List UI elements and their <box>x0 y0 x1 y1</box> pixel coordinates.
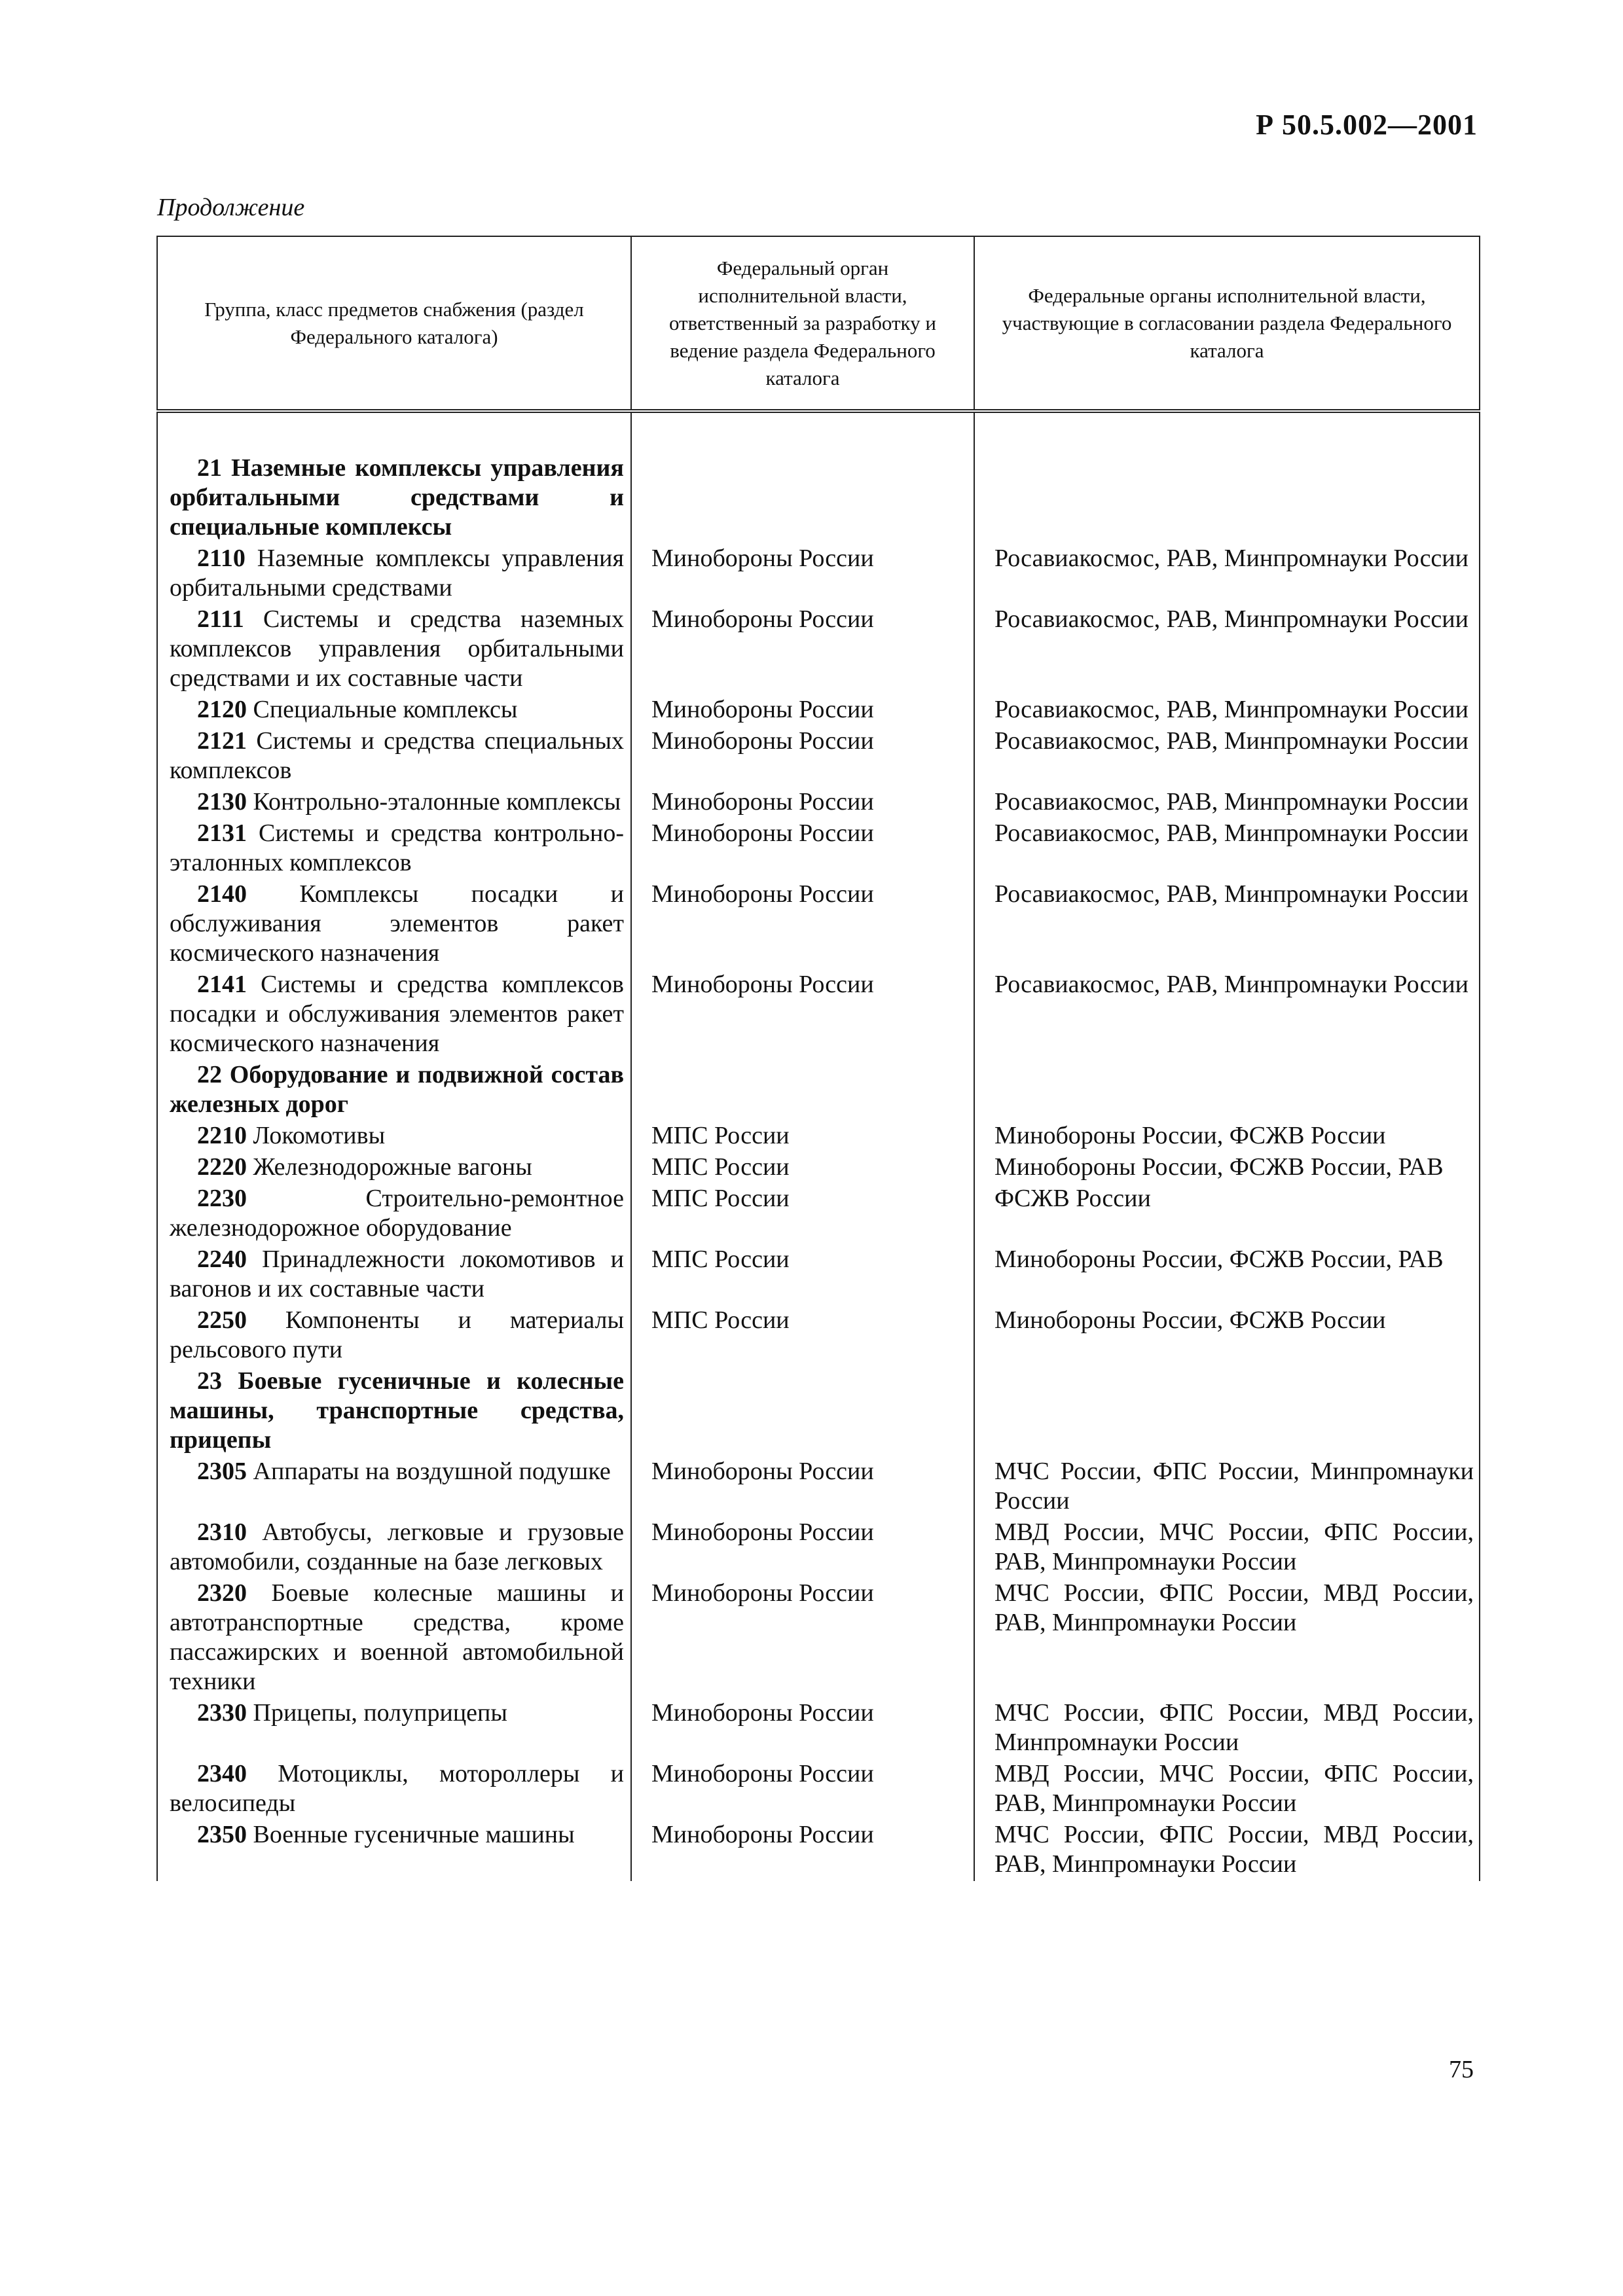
responsible-authority: Минобороны России <box>631 1820 974 1881</box>
class-row <box>157 1153 1480 1184</box>
group-code: 21 <box>197 454 222 482</box>
class-row <box>157 819 1480 880</box>
header-coordinating-authorities: Федеральные органы исполнительной власти, участвующие в согласовании раздела Федерального каталога <box>974 236 1480 411</box>
class-name: Системы и средства комплексов посадки и обслуживания элементов ракет космического назначения <box>170 971 624 1057</box>
coordinating-authorities: Росавиакосмос, РАВ, Минпромнауки России <box>974 726 1480 787</box>
class-cell <box>157 1698 631 1759</box>
class-row <box>157 787 1480 819</box>
class-code: 2330 <box>197 1699 247 1727</box>
class-cell <box>157 1153 631 1184</box>
coordinating-authorities: Росавиакосмос, РАВ, Минпромнауки России <box>974 695 1480 726</box>
class-cell <box>157 1306 631 1367</box>
header-group-class: Группа, класс предметов снабжения (раздел Федерального каталога) <box>157 236 631 411</box>
class-code: 2110 <box>197 545 246 572</box>
class-row <box>157 695 1480 726</box>
group-row <box>157 454 1480 544</box>
class-row <box>157 1457 1480 1518</box>
coordinating-authorities: МЧС России, ФПС России, МВД России, РАВ, Минпромнауки России <box>974 1579 1480 1698</box>
responsible-authority: Минобороны России <box>631 787 974 819</box>
table-spacer-row <box>157 411 1480 454</box>
coordinating-authorities: Росавиакосмос, РАВ, Минпромнауки России <box>974 970 1480 1060</box>
group-code: 22 <box>197 1061 222 1088</box>
spacer-cell <box>631 411 974 454</box>
class-code: 2310 <box>197 1518 247 1546</box>
group-title: Наземные комплексы управления орбитальными средствами и специальные комплексы <box>170 454 624 541</box>
responsible-authority: Минобороны России <box>631 1579 974 1698</box>
class-name: Мотоциклы, мотороллеры и велосипеды <box>170 1760 624 1817</box>
empty-cell <box>631 1367 974 1457</box>
class-name: Системы и средства контрольно-эталонных комплексов <box>170 819 624 876</box>
empty-cell <box>974 1367 1480 1457</box>
responsible-authority: Минобороны России <box>631 544 974 605</box>
class-row <box>157 544 1480 605</box>
class-row <box>157 880 1480 970</box>
responsible-authority: Минобороны России <box>631 605 974 695</box>
continuation-label: Продолжение <box>157 194 305 221</box>
coordinating-authorities: Росавиакосмос, РАВ, Минпромнауки России <box>974 787 1480 819</box>
responsible-authority: Минобороны России <box>631 819 974 880</box>
class-name: Системы и средства наземных комплексов управления орбитальными средствами и их составные части <box>170 605 624 692</box>
class-name: Принадлежности локомотивов и вагонов и их составные части <box>170 1246 624 1302</box>
group-row <box>157 1367 1480 1457</box>
header-responsible-authority: Федеральный орган исполнительной власти, ответственный за разработку и ведение раздела Федерального каталога <box>631 236 974 411</box>
class-row <box>157 1245 1480 1306</box>
responsible-authority: Минобороны России <box>631 1698 974 1759</box>
coordinating-authorities: Минобороны России, ФСЖВ России <box>974 1306 1480 1367</box>
responsible-authority: МПС России <box>631 1245 974 1306</box>
class-cell <box>157 819 631 880</box>
responsible-authority: Минобороны России <box>631 880 974 970</box>
coordinating-authorities: Росавиакосмос, РАВ, Минпромнауки России <box>974 605 1480 695</box>
spacer-cell <box>974 411 1480 454</box>
responsible-authority: МПС России <box>631 1121 974 1153</box>
document-code: Р 50.5.002—2001 <box>1256 109 1478 141</box>
class-name: Автобусы, легковые и грузовые автомобили, созданные на базе легковых <box>170 1518 625 1575</box>
responsible-authority: МПС России <box>631 1153 974 1184</box>
class-cell <box>157 970 631 1060</box>
coordinating-authorities: МВД России, МЧС России, ФПС России, РАВ, Минпромнауки России <box>974 1759 1480 1820</box>
class-row <box>157 1518 1480 1579</box>
class-name: Комплексы посадки и обслуживания элементов ракет космического назначения <box>170 880 624 967</box>
class-name: Прицепы, полуприцепы <box>253 1699 507 1727</box>
coordinating-authorities: МЧС России, ФПС России, МВД России, РАВ, Минпромнауки России <box>974 1820 1480 1881</box>
coordinating-authorities: Росавиакосмос, РАВ, Минпромнауки России <box>974 819 1480 880</box>
class-row <box>157 605 1480 695</box>
class-code: 2121 <box>197 727 247 755</box>
responsible-authority: Минобороны России <box>631 970 974 1060</box>
class-cell <box>157 1579 631 1698</box>
responsible-authority: Минобороны России <box>631 726 974 787</box>
coordinating-authorities: Минобороны России, ФСЖВ России, РАВ <box>974 1153 1480 1184</box>
spacer-cell <box>157 411 631 454</box>
class-code: 2340 <box>197 1760 247 1787</box>
group-row <box>157 1060 1480 1121</box>
class-cell <box>157 695 631 726</box>
class-name: Железнодорожные вагоны <box>253 1153 532 1181</box>
group-heading-cell <box>157 454 631 544</box>
class-cell <box>157 1121 631 1153</box>
responsible-authority: Минобороны России <box>631 1457 974 1518</box>
class-code: 2140 <box>197 880 247 908</box>
responsible-authority: МПС России <box>631 1306 974 1367</box>
responsible-authority: Минобороны России <box>631 1518 974 1579</box>
responsible-authority: МПС России <box>631 1184 974 1245</box>
class-code: 2220 <box>197 1153 247 1181</box>
class-cell <box>157 726 631 787</box>
class-name: Компоненты и материалы рельсового пути <box>170 1306 625 1363</box>
class-code: 2111 <box>197 605 244 633</box>
table-header <box>157 236 1480 411</box>
group-heading-cell <box>157 1367 631 1457</box>
coordinating-authorities: МЧС России, ФПС России, Минпромнауки России <box>974 1457 1480 1518</box>
empty-cell <box>974 454 1480 544</box>
class-code: 2240 <box>197 1246 247 1273</box>
class-row <box>157 726 1480 787</box>
class-name: Наземные комплексы управления орбитальными средствами <box>170 545 624 601</box>
class-cell <box>157 1518 631 1579</box>
empty-cell <box>631 1060 974 1121</box>
coordinating-authorities: Минобороны России, ФСЖВ России, РАВ <box>974 1245 1480 1306</box>
class-row <box>157 1306 1480 1367</box>
class-row <box>157 1698 1480 1759</box>
table-header-row <box>157 236 1480 411</box>
group-heading-cell <box>157 1060 631 1121</box>
class-code: 2320 <box>197 1579 247 1607</box>
coordinating-authorities: МВД России, МЧС России, ФПС России, РАВ, Минпромнауки России <box>974 1518 1480 1579</box>
class-name: Локомотивы <box>253 1122 386 1149</box>
class-code: 2131 <box>197 819 247 847</box>
class-name: Специальные комплексы <box>253 696 518 723</box>
coordinating-authorities: Росавиакосмос, РАВ, Минпромнауки России <box>974 880 1480 970</box>
class-code: 2120 <box>197 696 247 723</box>
class-row <box>157 1121 1480 1153</box>
class-cell <box>157 1184 631 1245</box>
class-cell <box>157 605 631 695</box>
class-cell <box>157 787 631 819</box>
group-title: Оборудование и подвижной состав железных дорог <box>170 1061 624 1118</box>
class-code: 2141 <box>197 971 247 998</box>
class-name: Системы и средства специальных комплексов <box>170 727 624 784</box>
class-code: 2210 <box>197 1122 247 1149</box>
coordinating-authorities: Росавиакосмос, РАВ, Минпромнауки России <box>974 544 1480 605</box>
class-row <box>157 1759 1480 1820</box>
class-row <box>157 1579 1480 1698</box>
empty-cell <box>974 1060 1480 1121</box>
responsible-authority: Минобороны России <box>631 1759 974 1820</box>
class-cell <box>157 1245 631 1306</box>
class-row <box>157 1820 1480 1881</box>
coordinating-authorities: ФСЖВ России <box>974 1184 1480 1245</box>
page-number: 75 <box>1449 2056 1474 2083</box>
coordinating-authorities: Минобороны России, ФСЖВ России <box>974 1121 1480 1153</box>
class-cell <box>157 1820 631 1881</box>
class-code: 2305 <box>197 1458 247 1485</box>
class-code: 2130 <box>197 788 247 816</box>
class-cell <box>157 544 631 605</box>
class-code: 2250 <box>197 1306 247 1334</box>
table-body <box>157 411 1480 1881</box>
class-code: 2350 <box>197 1821 247 1848</box>
class-name: Контрольно-эталонные комплексы <box>253 788 621 816</box>
class-name: Боевые колесные машины и автотранспортные средства, кроме пассажирских и военной автомобильной техники <box>170 1579 625 1695</box>
class-code: 2230 <box>197 1185 247 1212</box>
class-name: Аппараты на воздушной подушке <box>253 1458 611 1485</box>
class-cell <box>157 1457 631 1518</box>
catalog-table <box>156 236 1480 1881</box>
group-code: 23 <box>197 1367 222 1395</box>
class-name: Строительно-ремонтное железнодорожное оборудование <box>170 1185 624 1242</box>
class-cell <box>157 1759 631 1820</box>
class-row <box>157 1184 1480 1245</box>
class-row <box>157 970 1480 1060</box>
class-cell <box>157 880 631 970</box>
responsible-authority: Минобороны России <box>631 695 974 726</box>
coordinating-authorities: МЧС России, ФПС России, МВД России, Минпромнауки России <box>974 1698 1480 1759</box>
group-title: Боевые гусеничные и колесные машины, транспортные средства, прицепы <box>170 1367 624 1454</box>
empty-cell <box>631 454 974 544</box>
class-name: Военные гусеничные машины <box>253 1821 575 1848</box>
